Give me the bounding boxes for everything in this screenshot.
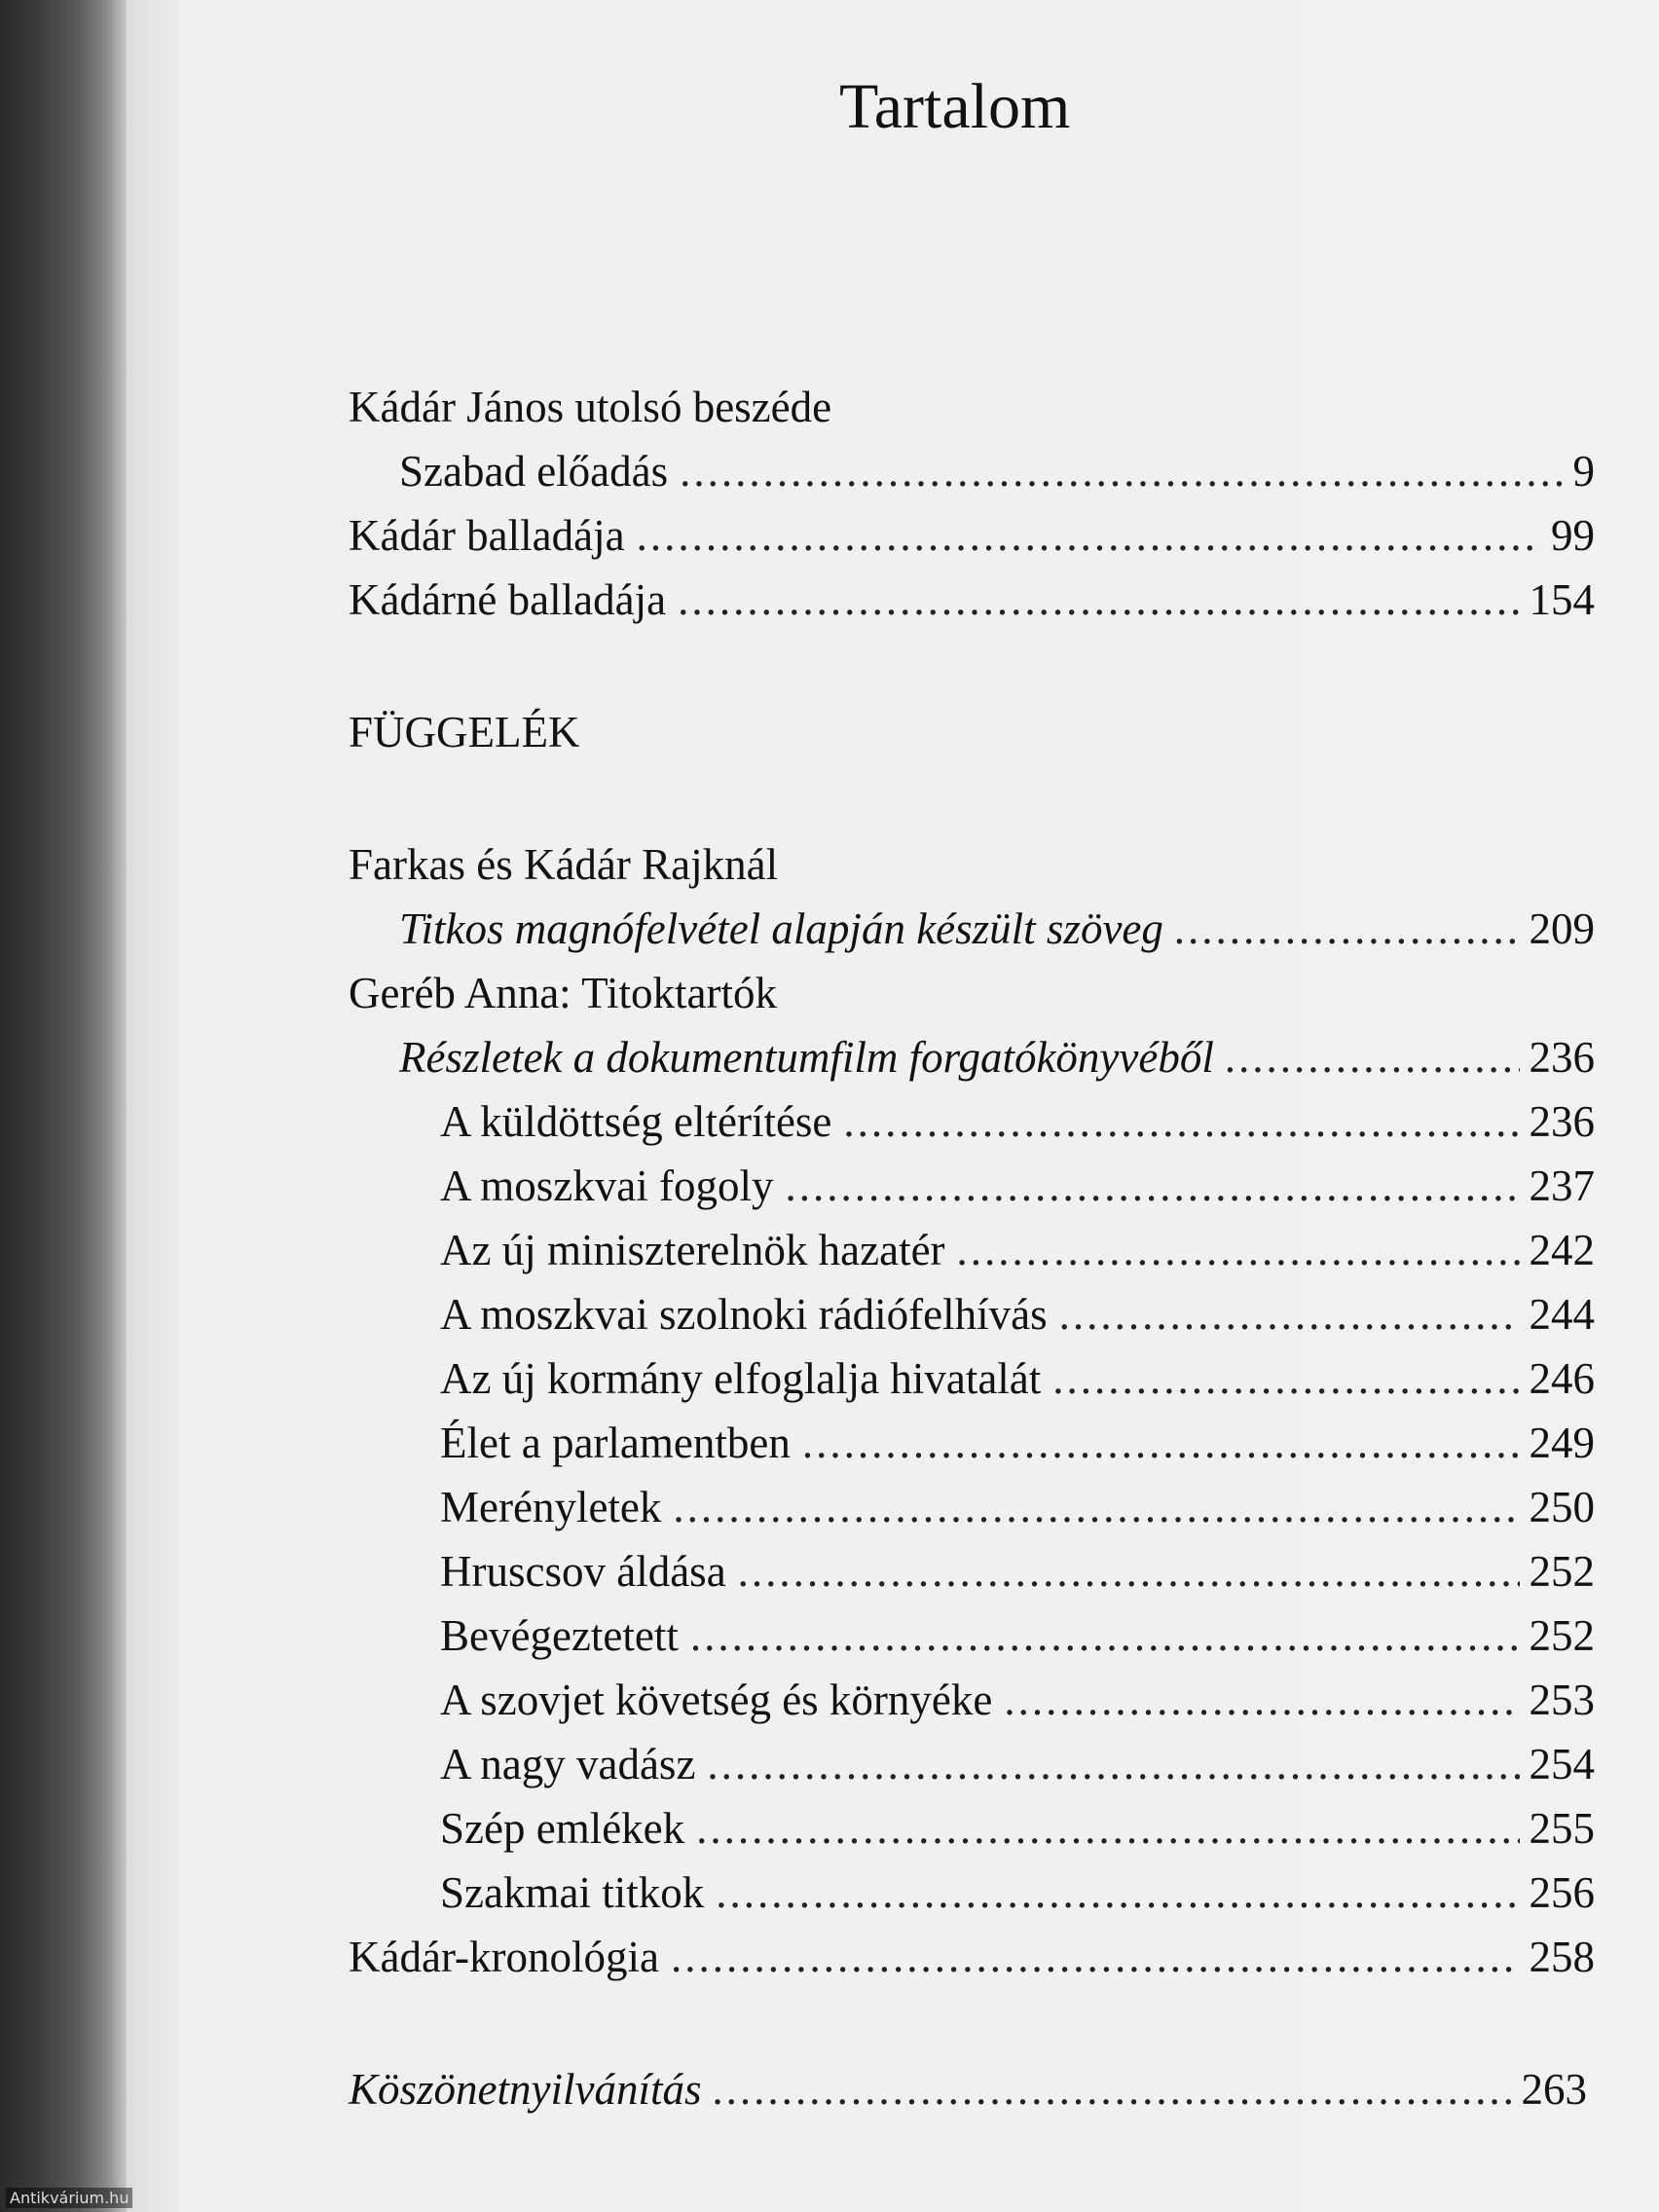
- toc-entry[interactable]: [440, 1161, 1595, 1211]
- leader-dots: [707, 1739, 1519, 1789]
- leader-dots: [1052, 1353, 1519, 1404]
- toc-entry[interactable]: [440, 1353, 1595, 1404]
- toc-entry[interactable]: [440, 1482, 1595, 1532]
- toc-entry-title: Szabad előadás: [399, 447, 669, 496]
- leader-dots: [678, 574, 1519, 625]
- leader-dots: [785, 1161, 1519, 1211]
- toc-entry-page: 250: [1529, 1483, 1595, 1531]
- leader-dots: [713, 2064, 1511, 2115]
- toc-entry[interactable]: [440, 1418, 1595, 1468]
- toc-entry[interactable]: [399, 446, 1595, 497]
- toc-entry[interactable]: [440, 1546, 1595, 1597]
- toc-entry-page: 263: [1521, 2065, 1587, 2114]
- toc-entry[interactable]: [349, 1932, 1595, 1982]
- toc-entry-title: Bevégeztetett: [440, 1611, 679, 1660]
- toc-heading-kadar-beszede: Kádár János utolsó beszéde: [349, 383, 832, 431]
- leader-dots: [802, 1418, 1520, 1468]
- toc-entry-page: 209: [1529, 904, 1595, 953]
- toc-entry-page: 253: [1529, 1676, 1595, 1724]
- toc-entry[interactable]: [440, 1225, 1595, 1275]
- toc-heading-titoktartok: Geréb Anna: Titoktartók: [349, 969, 777, 1017]
- toc-entry-page: 252: [1529, 1547, 1595, 1596]
- toc-entry-title: Merényletek: [440, 1483, 662, 1531]
- toc-entry-page: 99: [1551, 511, 1595, 560]
- toc-entry[interactable]: [349, 510, 1595, 561]
- leader-dots: [696, 1803, 1519, 1854]
- toc-entry-page: 236: [1529, 1033, 1595, 1082]
- leader-dots: [1059, 1289, 1520, 1340]
- leader-dots: [637, 510, 1541, 561]
- page-title: Tartalom: [839, 71, 1071, 142]
- toc-entry-title: Kádár balladája: [349, 511, 625, 560]
- toc-entry-title: Köszönetnyilvánítás: [349, 2065, 702, 2114]
- leader-dots: [957, 1225, 1520, 1275]
- toc-entry-page: 237: [1529, 1161, 1595, 1210]
- leader-dots: [671, 1932, 1520, 1982]
- toc-entry-page: 236: [1529, 1097, 1595, 1146]
- toc-entry[interactable]: [440, 1867, 1595, 1918]
- leader-dots: [1226, 1032, 1520, 1083]
- leader-dots: [716, 1867, 1519, 1918]
- toc-entry-title: Szakmai titkok: [440, 1868, 705, 1917]
- toc-entry[interactable]: [399, 1032, 1595, 1083]
- leader-dots: [690, 1610, 1520, 1661]
- toc-entry-page: 254: [1529, 1740, 1595, 1788]
- toc-entry-page: 255: [1529, 1804, 1595, 1853]
- toc-entry-page: 9: [1572, 447, 1595, 496]
- toc-entry-title: Az új kormány elfoglalja hivatalát: [440, 1354, 1042, 1403]
- toc-entry-title: Az új miniszterelnök hazatér: [440, 1226, 945, 1274]
- toc-entry[interactable]: [399, 903, 1595, 954]
- leader-dots: [673, 1482, 1519, 1532]
- source-watermark: Antikvárium.hu: [6, 2188, 132, 2208]
- toc-entry-page: 242: [1529, 1226, 1595, 1274]
- toc-entry-title: Kádár-kronológia: [349, 1933, 659, 1981]
- leader-dots: [738, 1546, 1520, 1597]
- toc-entry[interactable]: [440, 1096, 1595, 1147]
- toc-heading-farkas: Farkas és Kádár Rajknál: [349, 840, 779, 889]
- leader-dots: [1004, 1675, 1519, 1725]
- toc-entry-title: Titkos magnófelvétel alapján készült szöveg: [399, 904, 1163, 953]
- toc-entry-title: A szovjet követség és környéke: [440, 1676, 993, 1724]
- toc-entry-page: 244: [1529, 1290, 1595, 1339]
- toc-entry-page: 246: [1529, 1354, 1595, 1403]
- toc-entry-title: A moszkvai fogoly: [440, 1161, 774, 1210]
- toc-entry-title: Élet a parlamentben: [440, 1419, 791, 1467]
- leader-dots: [1175, 903, 1520, 954]
- toc-entry-page: 256: [1529, 1868, 1595, 1917]
- toc-entry-page: 249: [1529, 1419, 1595, 1467]
- toc-entry-title: A küldöttség eltérítése: [440, 1097, 832, 1146]
- leader-dots: [680, 446, 1563, 497]
- toc-entry-title: A moszkvai szolnoki rádiófelhívás: [440, 1290, 1048, 1339]
- toc-entry-acknowledgements[interactable]: [349, 2064, 1587, 2115]
- toc-entry[interactable]: [349, 574, 1595, 625]
- appendix-heading: FÜGGELÉK: [349, 708, 580, 756]
- toc-entry-page: 252: [1529, 1611, 1595, 1660]
- toc-entry[interactable]: [440, 1803, 1595, 1854]
- toc-entry-title: Kádárné balladája: [349, 575, 667, 624]
- toc-entry[interactable]: [440, 1289, 1595, 1340]
- toc-entry-title: Szép emlékek: [440, 1804, 685, 1853]
- toc-entry[interactable]: [440, 1739, 1595, 1789]
- toc-entry-page: 154: [1529, 575, 1595, 624]
- toc-entry[interactable]: [440, 1675, 1595, 1725]
- toc-entry-title: Részletek a dokumentumfilm forgatókönyvéből: [399, 1033, 1214, 1082]
- leader-dots: [843, 1096, 1519, 1147]
- toc-entry-title: Hruscsov áldása: [440, 1547, 726, 1596]
- toc-entry-title: A nagy vadász: [440, 1740, 696, 1788]
- toc-entry-page: 258: [1529, 1933, 1595, 1981]
- toc-entry[interactable]: [440, 1610, 1595, 1661]
- book-spine-shadow: [0, 0, 127, 2212]
